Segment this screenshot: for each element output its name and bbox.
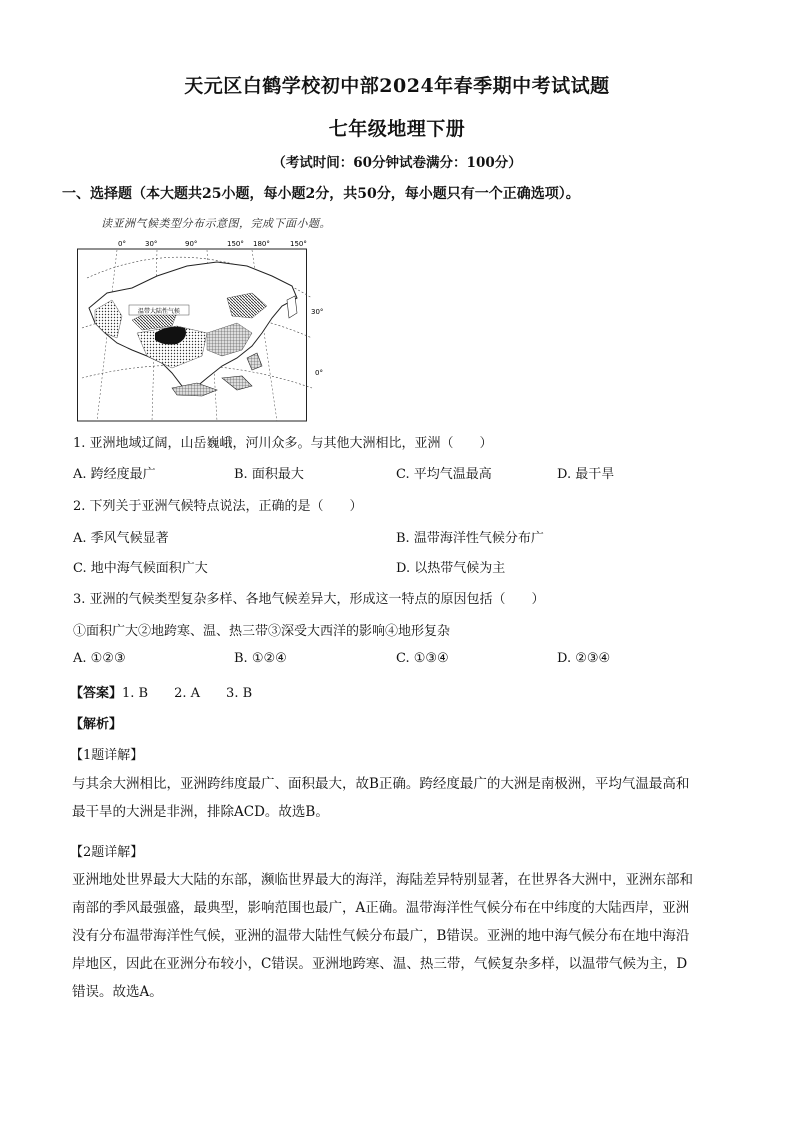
question-3-option-a: A. ①②③ [73, 651, 126, 666]
q1-detail-heading: 【1题详解】 [70, 748, 144, 763]
question-2-option-b: B. 温带海洋性气候分布广 [396, 531, 544, 546]
question-2-stem: 2. 下列关于亚洲气候特点说法，正确的是（ ） [73, 499, 363, 514]
answer-label: 【答案】 [70, 686, 123, 701]
question-1-option-b: B. 面积最大 [234, 467, 304, 482]
q2-detail-line: 错误。故选A。 [72, 984, 163, 1000]
handwritten-intro: 读亚洲气候类型分布示意图，完成下面小题。 [101, 217, 331, 230]
exam-note: （考试时间：60分钟试卷满分：100分） [272, 155, 522, 171]
answer-item: 1. B [122, 686, 149, 701]
map-lon-label: 90° [185, 240, 198, 248]
question-2-option-a: A. 季风气候显著 [73, 531, 169, 546]
map-lon-label: 150° [290, 240, 307, 248]
section-heading: 一、选择题（本大题共25小题，每小题2分，共50分，每小题只有一个正确选项）。 [62, 186, 580, 202]
answer-item: 2. A [174, 686, 201, 701]
q2-detail-heading: 【2题详解】 [70, 845, 144, 860]
q2-detail-line: 没有分布温带海洋性气候，亚洲的温带大陆性气候分布最广，B错误。亚洲的地中海气候分布在地中海沿 [72, 928, 690, 944]
map-lon-label: 30° [145, 240, 158, 248]
question-3-statement: ①面积广大②地跨寒、温、热三带③深受大西洋的影响④地形复杂 [73, 624, 451, 639]
question-1-option-c: C. 平均气温最高 [396, 467, 492, 482]
question-3-stem: 3. 亚洲的气候类型复杂多样、各地气候差异大，形成这一特点的原因包括（ ） [73, 592, 545, 607]
map-lat-label: 0° [315, 369, 323, 377]
map-lon-label: 180° [253, 240, 270, 248]
exam-title: 天元区白鹤学校初中部2024年春季期中考试试题 [184, 75, 610, 97]
q2-detail-line: 岸地区，因此在亚洲分布较小，C错误。亚洲地跨寒、温、热三带，气候复杂多样，以温带气候为主，D [72, 956, 688, 972]
map-lon-label: 0° [118, 240, 126, 248]
question-3-option-c: C. ①③④ [396, 651, 449, 666]
answer-row [70, 682, 252, 701]
map-lon-label: 150° [227, 240, 244, 248]
answer-item: 3. B [226, 686, 253, 701]
q1-detail-line: 最干旱的大洲是非洲，排除ACD。故选B。 [72, 804, 329, 820]
q2-detail-line: 南部的季风最强盛，最典型，影响范围也最广，A正确。温带海洋性气候分布在中纬度的大陆西岸，亚洲 [72, 900, 690, 916]
question-3-option-d: D. ②③④ [557, 651, 611, 666]
map-lat-label: 30° [311, 308, 324, 316]
question-1-option-a: A. 跨经度最广 [73, 467, 156, 482]
question-2-option-d: D. 以热带气候为主 [396, 561, 506, 576]
question-2-option-c: C. 地中海气候面积广大 [73, 561, 208, 576]
exam-subtitle: 七年级地理下册 [328, 118, 466, 140]
map-region-label: 温带大陆性气候 [137, 308, 181, 315]
asia-climate-map [77, 238, 334, 422]
question-3-option-b: B. ①②④ [234, 651, 287, 666]
q1-detail-line: 与其余大洲相比，亚洲跨纬度最广、面积最大，故B正确。跨经度最广的大洲是南极洲，平均气温最高和 [72, 776, 690, 792]
q2-detail-line: 亚洲地处世界最大大陆的东部，濒临世界最大的海洋，海陆差异特别显著，在世界各大洲中，亚洲东部和 [72, 872, 693, 888]
question-1-stem: 1. 亚洲地域辽阔，山岳巍峨，河川众多。与其他大洲相比，亚洲（ ） [73, 436, 493, 451]
question-1-option-d: D. 最干旱 [557, 467, 615, 482]
analysis-label: 【解析】 [70, 717, 123, 732]
q1-detail-text [72, 770, 732, 826]
q2-detail-text [72, 866, 732, 1006]
